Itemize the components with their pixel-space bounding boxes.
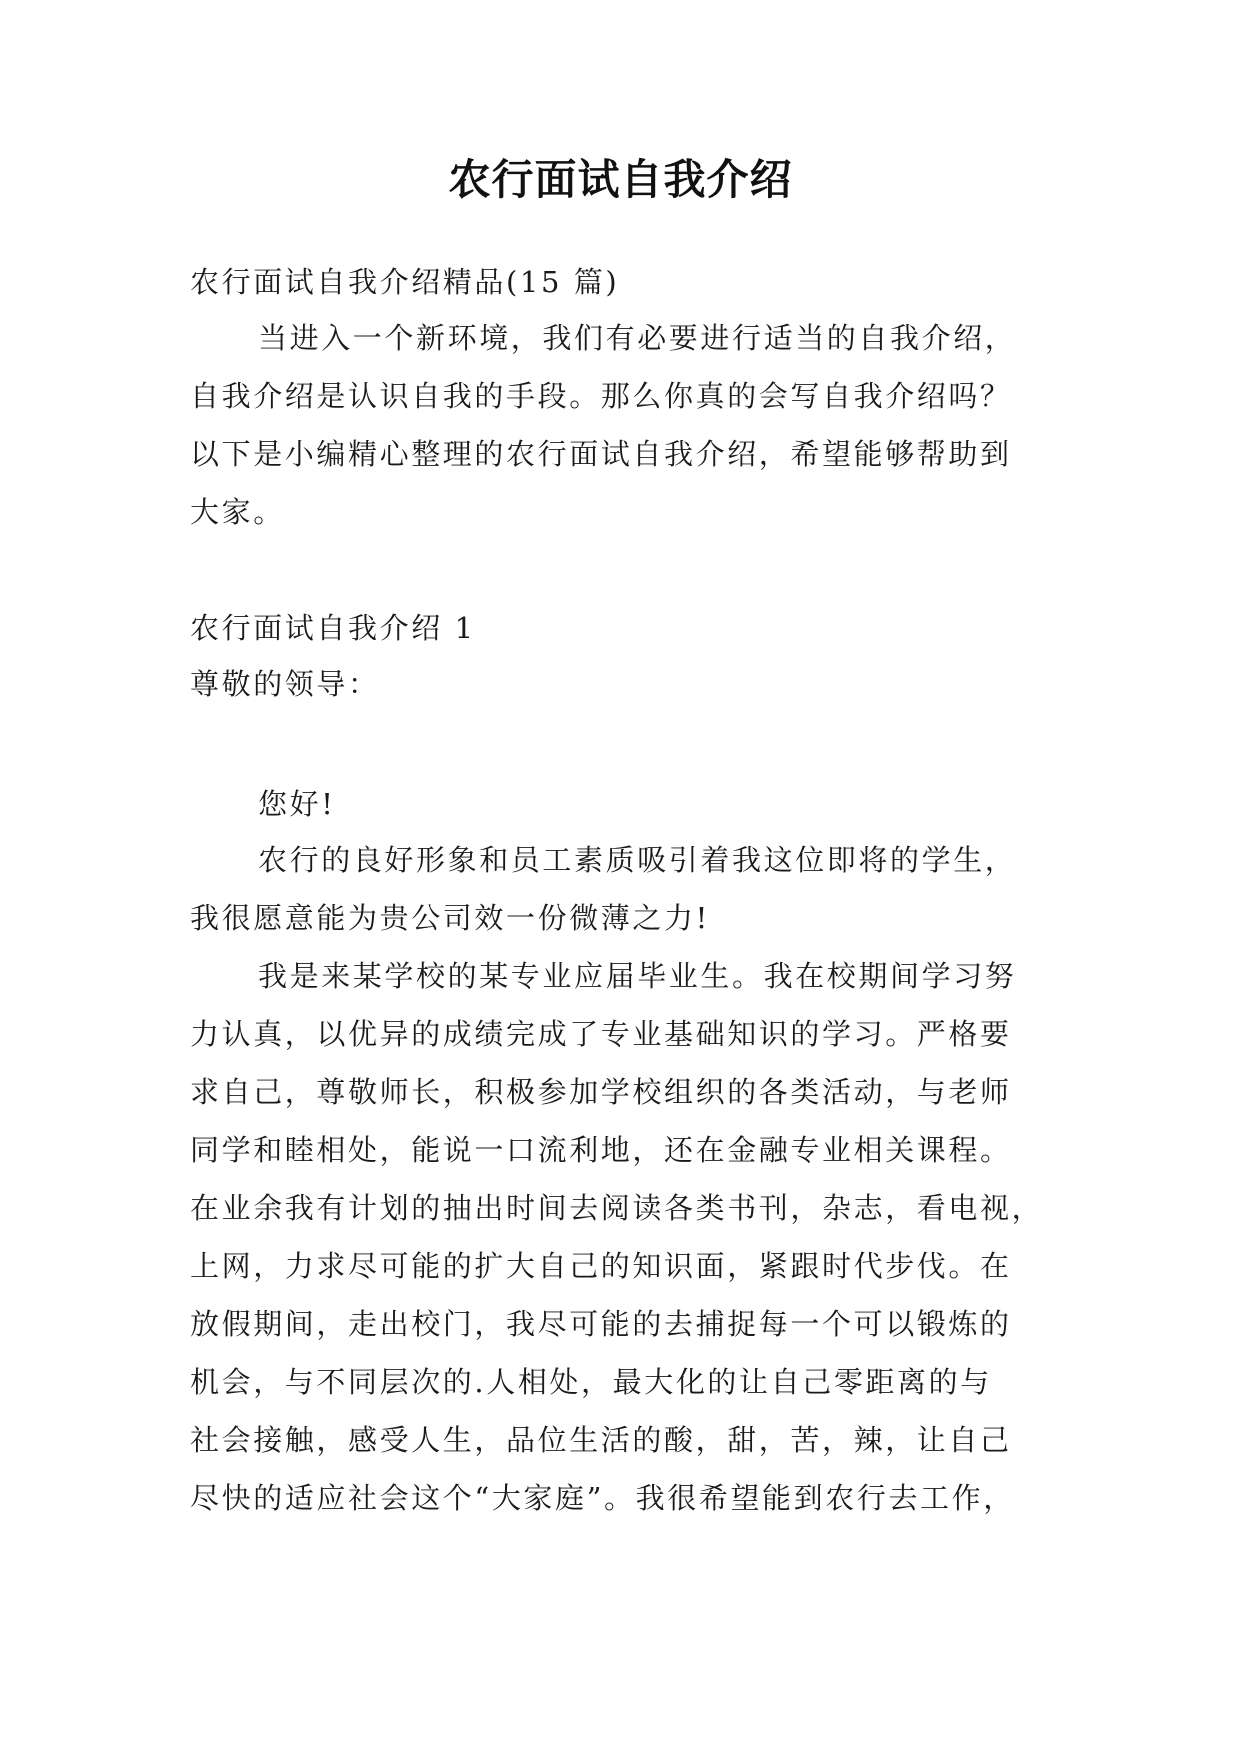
salutation: 尊敬的领导： [190,667,380,701]
paragraph2-line-9: 社会接触，感受人生，品位生活的酸，甜，苦，辣，让自己 [190,1423,1012,1457]
intro-line-1: 当进入一个新环境，我们有必要进行适当的自我介绍， [258,321,1017,355]
section-heading: 农行面试自我介绍 1 [190,611,476,645]
paragraph1-line-1: 农行的良好形象和员工素质吸引着我这位即将的学生， [258,843,1017,877]
paragraph1-line-2: 我很愿意能为贵公司效一份微薄之力! [190,901,710,935]
paragraph2-line-10: 尽快的适应社会这个“大家庭”。我很希望能到农行去工作， [190,1481,1015,1515]
paragraph2-line-2: 力认真，以优异的成绩完成了专业基础知识的学习。严格要 [190,1017,1012,1051]
paragraph2-line-7: 放假期间，走出校门，我尽可能的去捕捉每一个可以锻炼的 [190,1307,1012,1341]
document-title: 农行面试自我介绍 [448,155,793,204]
paragraph2-line-4: 同学和睦相处，能说一口流利地，还在金融专业相关课程。 [190,1133,1012,1167]
intro-line-2: 自我介绍是认识自我的手段。那么你真的会写自我介绍吗？ [190,379,1012,413]
paragraph2-line-3: 求自己，尊敬师长，积极参加学校组织的各类活动，与老师 [190,1075,1012,1109]
paragraph2-line-5: 在业余我有计划的抽出时间去阅读各类书刊，杂志，看电视， [190,1191,1044,1225]
paragraph2-line-8: 机会，与不同层次的.人相处，最大化的让自己零距离的与 [190,1365,992,1399]
paragraph2-line-1: 我是来某学校的某专业应届毕业生。我在校期间学习努 [258,959,1017,993]
intro-line-3: 以下是小编精心整理的农行面试自我介绍，希望能够帮助到 [190,437,1012,471]
greeting: 您好! [258,787,336,821]
paragraph2-line-6: 上网，力求尽可能的扩大自己的知识面，紧跟时代步伐。在 [190,1249,1012,1283]
document-subtitle: 农行面试自我介绍精品(15 篇) [190,265,620,299]
intro-line-4: 大家。 [190,495,285,529]
